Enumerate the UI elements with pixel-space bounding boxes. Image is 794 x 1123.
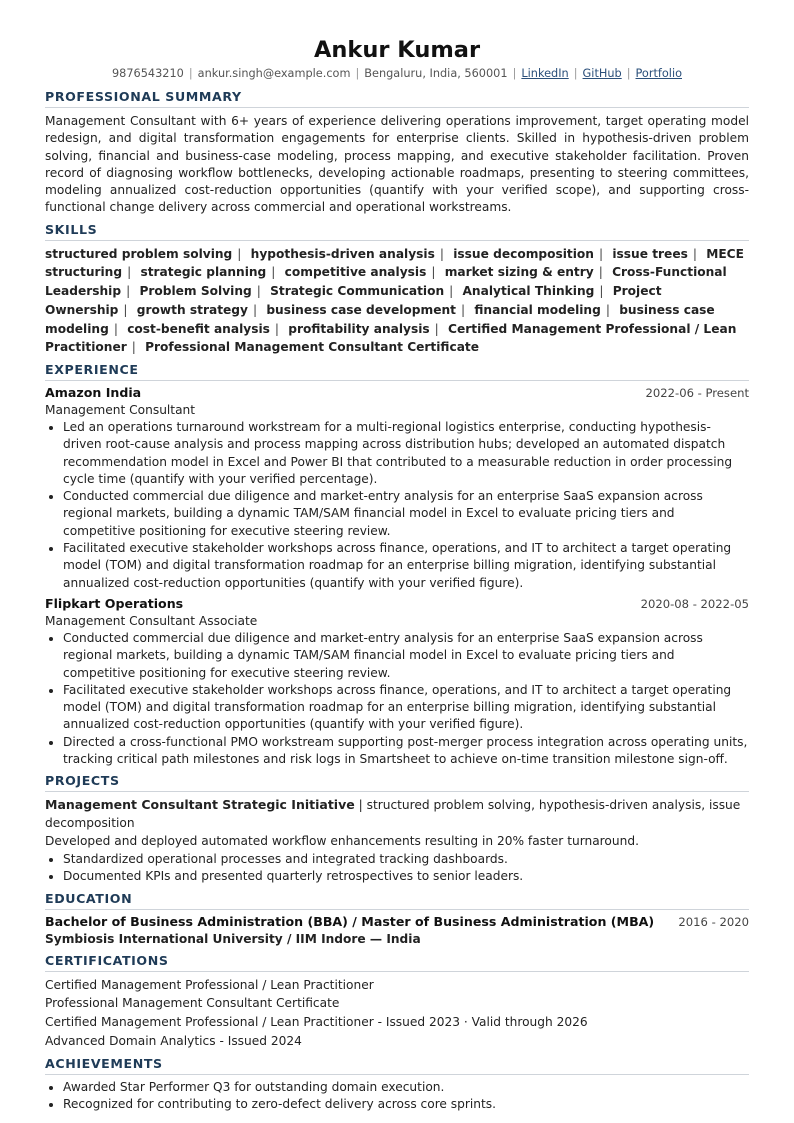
contact-line <box>45 64 749 84</box>
bullet-item: • Conducted commercial due diligence and market-entry analysis for an enterprise SaaS expansion across regional markets, building a dynamic TAM/SAM financial model in Excel to evaluate pricing tiers and competitive positioning for executive steering review. <box>63 488 749 540</box>
separator: | <box>573 67 578 80</box>
separator: | <box>512 67 517 80</box>
skill-item: structured problem solving <box>45 246 233 261</box>
project-description: Developed and deployed automated workflow enhancements resulting in 20% faster turnaround. <box>45 833 639 848</box>
education-heading: EDUCATION <box>45 890 749 910</box>
school-name: Symbiosis International University / IIM Indore — India <box>45 931 421 946</box>
separator: | <box>598 265 603 280</box>
bullet-item: • Standardized operational processes and integrated tracking dashboards. <box>63 851 749 868</box>
job-dates: 2020-08 - 2022-05 <box>640 596 749 611</box>
bullet-item: • Directed a cross-functional PMO workstream supporting post-merger process integration across operating units, tracking critical path milestones and risk logs in Smartsheet to achieve on-time transition milestone sign-off. <box>63 734 749 769</box>
location: Bengaluru, India, 560001 <box>364 67 508 80</box>
separator: | <box>598 246 604 261</box>
separator: | <box>692 246 697 261</box>
bullet-item: • Facilitated executive stakeholder workshops across finance, operations, and IT to architect a target operating model (TOM) and digital transformation roadmap for an enterprise billing migration, identifying substantial annualized cost-reduction opportunities (quantify with your verified figure). <box>63 540 749 592</box>
summary-text: Management Consultant with 6+ years of experience delivering operations improvement, target operating model redesign, and digital transformation engagements for enterprise clients. Skilled in hypothesis-driven problem solving, financial and business-case modeling, process mapping, and executive stakeholder facilitation. Proven record of diagnosing workflow bottlenecks, developing actionable roadmaps, presenting to steering committees, modeling annualized cost-reduction opportunities (quantify with your verified scope), and supporting cross-functional change delivery across commercial and operational workstreams. <box>45 114 749 215</box>
project-name: Management Consultant Strategic Initiative <box>45 797 355 813</box>
candidate-name: Ankur Kumar <box>313 37 481 63</box>
job-dates: 2022-06 - Present <box>645 386 749 400</box>
separator: | <box>126 284 131 299</box>
separator: | <box>127 265 132 280</box>
separator: | <box>237 246 242 261</box>
email-address: ankur.singh@example.com <box>197 67 351 80</box>
achievement-list <box>45 1079 749 1114</box>
bullet-item: • Led an operations turnaround workstream for a multi-regional logistics enterprise, conducting hypothesis-driven root-cause analysis and process mapping across distribution hubs; developed an automated dispatch recommendation model in Excel and Power BI that contributed to a measurable reduction in order processing cycle time (quantify with your verified percentage). <box>63 419 749 488</box>
job-title: Management Consultant <box>45 403 196 417</box>
separator: | <box>461 302 466 317</box>
company-name: Flipkart Operations <box>45 595 184 611</box>
separator: | <box>449 284 454 299</box>
achievement-item: • Awarded Star Performer Q3 for outstanding domain execution. <box>63 1079 749 1096</box>
achievements-heading: ACHIEVEMENTS <box>45 1055 749 1075</box>
achievement-item: • Recognized for contributing to zero-defect delivery across core sprints. <box>63 1096 749 1113</box>
company-name: Amazon India <box>45 385 142 400</box>
bullet-item: • Documented KPIs and presented quarterly retrospectives to senior leaders. <box>63 868 749 885</box>
skill-item: MECE structuring <box>45 246 744 280</box>
bullet-item: • Facilitated executive stakeholder workshops across finance, operations, and IT to architect a target operating model (TOM) and digital transformation roadmap for an enterprise billing migration, identifying substantial annualized cost-reduction opportunities (quantify with your verified figure). <box>63 682 749 734</box>
job-entry <box>45 595 749 768</box>
linkedin-link[interactable]: LinkedIn <box>521 67 569 80</box>
skill-item: Strategic Communication <box>270 284 445 299</box>
experience-heading: EXPERIENCE <box>45 361 749 381</box>
skill-item: profitability analysis <box>288 321 430 336</box>
skills-heading: SKILLS <box>45 221 749 241</box>
separator: | <box>271 265 276 280</box>
separator: | <box>599 284 604 299</box>
project-tech: structured problem solving, hypothesis-driven analysis, issue decomposition <box>45 798 741 830</box>
skill-item: business case development <box>266 302 456 317</box>
skill-item: Project Ownership <box>45 284 662 317</box>
education-dates: 2016 - 2020 <box>678 914 749 929</box>
project-header <box>45 796 749 832</box>
skills-list <box>45 245 749 357</box>
skill-item: Certified Management Professional / Lean Practitioner <box>45 321 737 355</box>
skill-item: growth strategy <box>136 302 248 317</box>
separator: | <box>256 284 261 299</box>
separator: | <box>626 67 631 80</box>
separator: | <box>355 67 360 80</box>
separator: | <box>123 302 128 317</box>
certification-list <box>45 976 749 1051</box>
skill-item: competitive analysis <box>284 265 427 280</box>
project-bullets <box>45 851 749 886</box>
skill-item: business case modeling <box>45 302 715 336</box>
skill-item: financial modeling <box>474 302 601 317</box>
separator: | <box>439 246 444 261</box>
summary-heading: PROFESSIONAL SUMMARY <box>45 88 749 108</box>
separator: | <box>252 302 258 317</box>
projects-heading: PROJECTS <box>45 772 749 792</box>
job-entry <box>45 384 749 592</box>
certification-item: Certified Management Professional / Lean Practitioner <box>45 977 374 992</box>
separator: | <box>131 340 136 355</box>
certifications-heading: CERTIFICATIONS <box>45 952 749 972</box>
certification-item: Advanced Domain Analytics - Issued 2024 <box>45 1033 302 1048</box>
job-bullets <box>45 419 749 592</box>
portfolio-link[interactable]: Portfolio <box>635 67 682 80</box>
skill-item: Analytical Thinking <box>462 284 595 299</box>
job-title: Management Consultant Associate <box>45 613 258 628</box>
separator: | <box>431 265 436 280</box>
skill-item: cost-benefit analysis <box>127 321 270 336</box>
skill-item: Problem Solving <box>139 284 252 299</box>
skill-item: issue decomposition <box>453 246 594 261</box>
github-link[interactable]: GitHub <box>582 67 622 80</box>
separator: | <box>434 321 439 336</box>
skill-item: market sizing & entry <box>444 265 594 280</box>
certification-item: Certified Management Professional / Lean Practitioner - Issued 2023 · Valid through 2026 <box>45 1015 588 1030</box>
certification-item: Professional Management Consultant Certificate <box>45 996 340 1011</box>
separator: | <box>113 321 118 336</box>
skill-item: strategic planning <box>140 265 267 280</box>
bullet-item: • Conducted commercial due diligence and market-entry analysis for an enterprise SaaS expansion across regional markets, building a dynamic TAM/SAM financial model in Excel to evaluate pricing tiers and competitive positioning for executive steering review. <box>63 630 749 682</box>
separator: | <box>605 302 610 317</box>
skill-item: Professional Management Consultant Certificate <box>145 340 480 355</box>
degree-name: Bachelor of Business Administration (BBA) / Master of Business Administration (MBA) <box>45 913 655 929</box>
separator: | <box>188 67 193 80</box>
resume-page <box>45 36 749 1113</box>
job-bullets <box>45 630 749 768</box>
skill-item: Cross-Functional Leadership <box>45 265 727 299</box>
separator: | <box>358 798 363 813</box>
skill-item: issue trees <box>612 246 688 261</box>
skill-item: hypothesis-driven analysis <box>250 246 435 261</box>
phone-number: 9876543210 <box>111 67 184 80</box>
separator: | <box>274 321 280 336</box>
